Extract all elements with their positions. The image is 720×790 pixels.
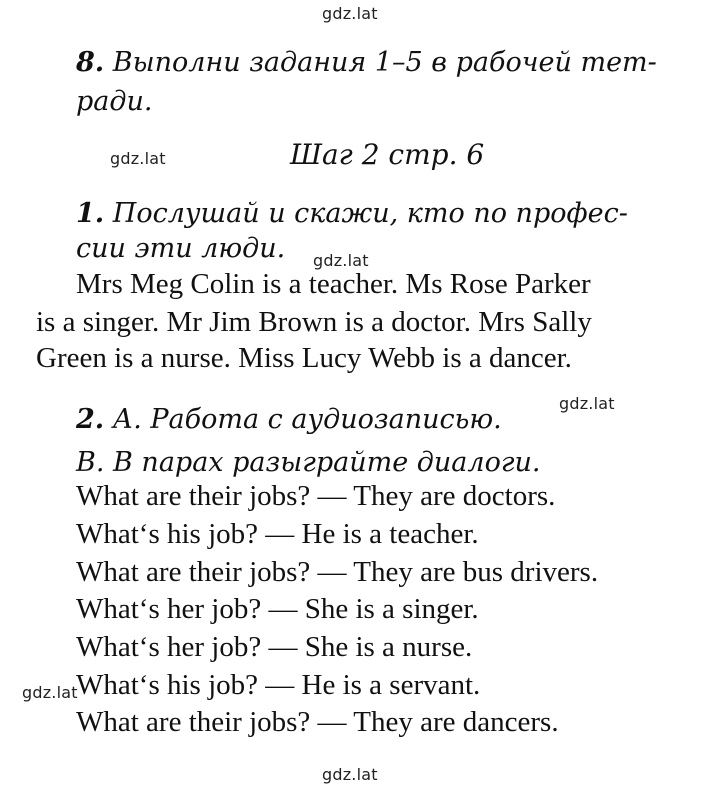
ex2-part-b: В. В парах разыграйте диалоги. [76, 447, 541, 478]
ex1-text-line: Mrs Meg Colin is a teacher. Ms Rose Parker [76, 268, 591, 300]
watermark-middle: gdz.lat [313, 251, 369, 270]
watermark-right: gdz.lat [559, 394, 615, 413]
dialogue-line: What‘s his job? — He is a teacher. [76, 518, 479, 550]
step-heading: Шаг 2 стр. 6 [290, 138, 485, 171]
ex1-number: 1. [76, 198, 105, 229]
task8-number: 8. [76, 47, 105, 78]
ex1-instruction-text-line1: Послушай и скажи, кто по профес- [112, 198, 628, 229]
dialogue-line: What are their jobs? — They are bus drivers. [76, 556, 599, 588]
task8-line1 [76, 47, 657, 78]
ex2-number: 2. [76, 404, 105, 435]
ex1-text-line: is a singer. Mr Jim Brown is a doctor. Mrs Sally [36, 306, 592, 338]
task8-text-line1: Выполни задания 1–5 в рабочей тет- [112, 47, 657, 78]
ex2-part-a [76, 404, 502, 435]
watermark-top: gdz.lat [322, 4, 378, 23]
dialogue-line: What‘s her job? — She is a singer. [76, 593, 479, 625]
ex2-part-a-text: А. Работа с аудиозаписью. [112, 404, 502, 435]
dialogue-line: What‘s his job? — He is a servant. [76, 669, 481, 701]
dialogue-line: What are their jobs? — They are dancers. [76, 706, 559, 738]
task8-text-line2: ради. [76, 86, 153, 117]
ex1-instruction-line1 [76, 198, 628, 229]
watermark-left-lower: gdz.lat [22, 683, 78, 702]
watermark-bottom: gdz.lat [322, 765, 378, 784]
dialogue-line: What‘s her job? — She is a nurse. [76, 631, 473, 663]
ex1-text-line: Green is a nurse. Miss Lucy Webb is a dancer. [36, 342, 572, 374]
watermark-left-upper: gdz.lat [110, 149, 166, 168]
dialogue-line: What are their jobs? — They are doctors. [76, 480, 556, 512]
ex1-instruction-line2: сии эти люди. [76, 233, 286, 264]
